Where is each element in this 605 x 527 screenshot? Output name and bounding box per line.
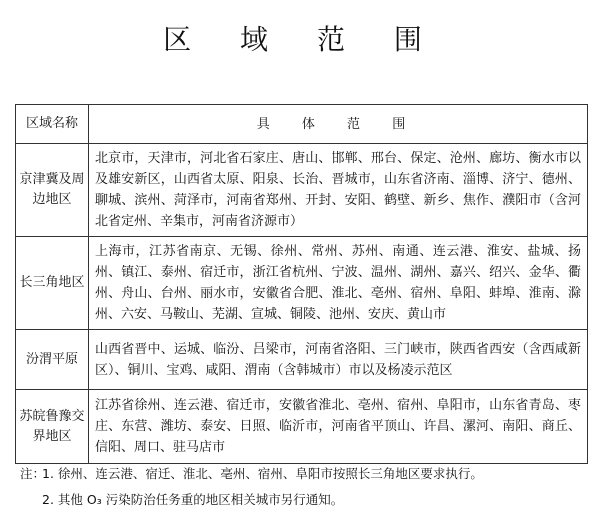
- region-scope-su-wan-lu-yu: 江苏省徐州、连云港、宿迁市，安徽省淮北、亳州、宿州、阜阳市，山东省青岛、枣庄、东营、潍坊、泰安、日照、临沂市，河南省平顶山、许昌、漯河、南阳、商丘、信阳、周口、驻马店市: [89, 390, 588, 464]
- notes: [20, 461, 590, 513]
- table-row: [16, 330, 588, 390]
- note-prefix: 注：: [20, 466, 46, 481]
- region-scope-fenwei: 山西省晋中、运城、临汾、吕梁市，河南省洛阳、三门峡市，陕西省西安（含西咸新区）、铜川、宝鸡、咸阳、渭南（含韩城市）市以及杨凌示范区: [89, 330, 588, 390]
- note-item-1: 1. 徐州、连云港、宿迁、淮北、亳州、宿州、阜阳市按照长三角地区要求执行。: [42, 466, 483, 481]
- note-spacer: [20, 487, 42, 513]
- table-row: [16, 237, 588, 330]
- header-region-name: 区域名称: [16, 105, 89, 144]
- region-table: [15, 104, 588, 464]
- page-title: 区 域 范 围: [163, 23, 442, 56]
- header-scope: 具 体 范 围: [89, 105, 588, 144]
- table-row: [16, 144, 588, 237]
- table-header-row: [16, 105, 588, 144]
- region-name-su-wan-lu-yu: 苏皖鲁豫交界地区: [16, 390, 89, 464]
- table-row: [16, 390, 588, 464]
- note-item-2: 2. 其他 O₃ 污染防治任务重的地区相关城市另行通知。: [42, 492, 344, 507]
- region-name-fenwei: 汾渭平原: [16, 330, 89, 390]
- region-name-jingjinji: 京津冀及周边地区: [16, 144, 89, 237]
- region-scope-yangtze-delta: 上海市，江苏省南京、无锡、徐州、常州、苏州、南通、连云港、淮安、盐城、扬州、镇江、泰州、宿迁市，浙江省杭州、宁波、温州、湖州、嘉兴、绍兴、金华、衢州、舟山、台州、丽水市，安徽省合肥、淮北、亳州、宿州、阜阳、蚌埠、淮南、滁州、六安、马鞍山、芜湖、宣城、铜陵、池州、安庆、黄山市: [89, 237, 588, 330]
- note-line-1: [20, 461, 590, 487]
- region-name-yangtze-delta: 长三角地区: [16, 237, 89, 330]
- region-scope-jingjinji: 北京市，天津市，河北省石家庄、唐山、邯郸、邢台、保定、沧州、廊坊、衡水市以及雄安新区，山西省太原、阳泉、长治、晋城市，山东省济南、淄博、济宁、德州、聊城、滨州、菏泽市，河南省郑州、开封、安阳、鹤壁、新乡、焦作、濮阳市（含河北省定州、辛集市，河南省济源市）: [89, 144, 588, 237]
- note-line-2: [20, 487, 590, 513]
